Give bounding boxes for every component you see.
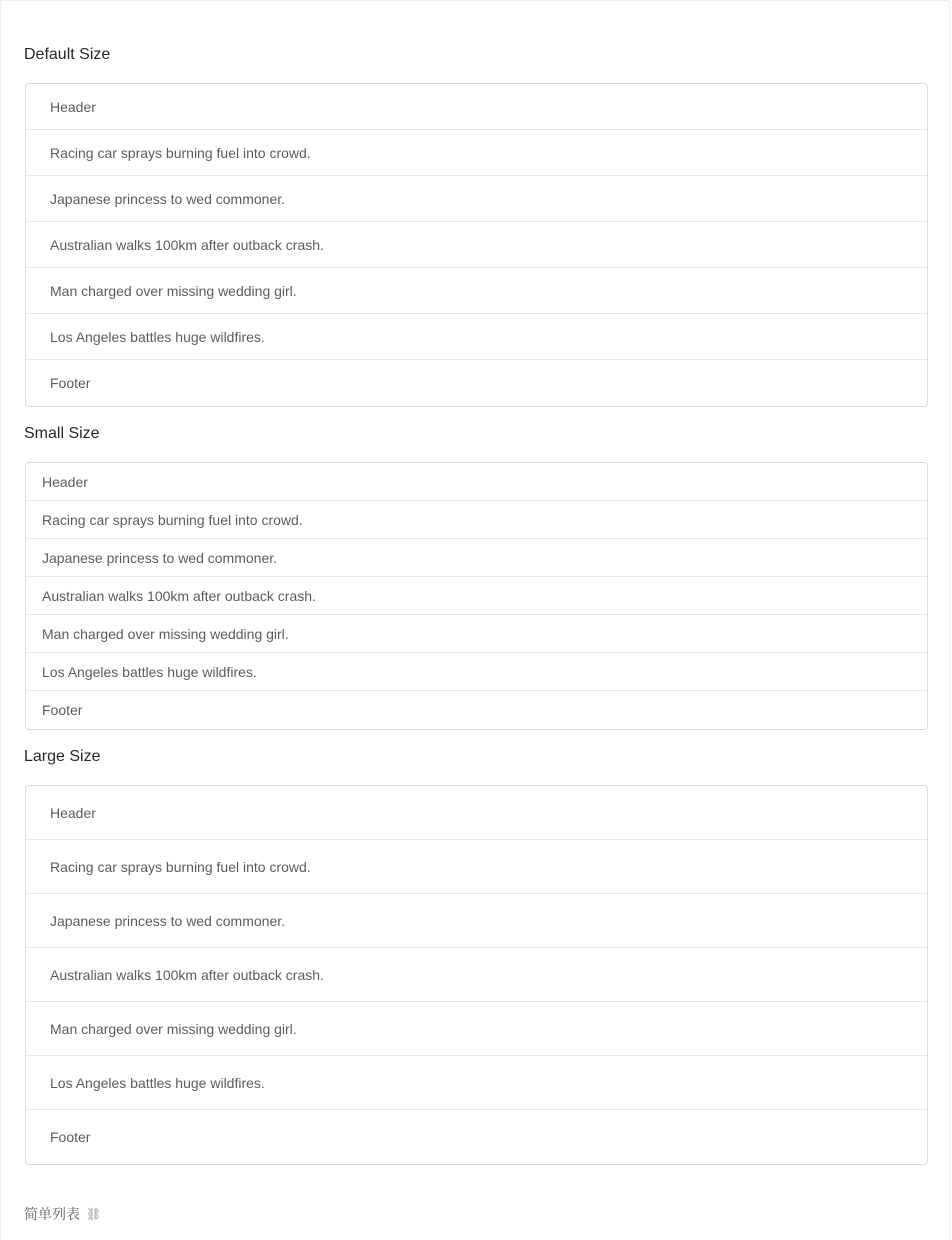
list-item: Racing car sprays burning fuel into crowd. [26,840,927,894]
list-item: Racing car sprays burning fuel into crowd. [26,130,927,176]
list-footer: Footer [42,702,83,718]
list-item: Man charged over missing wedding girl. [26,615,927,653]
list-footer: Footer [50,375,91,391]
list-item: Man charged over missing wedding girl. [26,268,927,314]
list-item: Japanese princess to wed commoner. [26,539,927,577]
list-item: Australian walks 100km after outback crash. [26,222,927,268]
list-item: Australian walks 100km after outback crash. [26,577,927,615]
next-demo-title[interactable] [24,1204,101,1224]
list-default [25,83,928,407]
list-large [25,785,928,1165]
section-title-small: Small Size [24,425,100,442]
list-item: Australian walks 100km after outback crash. [26,948,927,1002]
list-header: Header [26,463,927,501]
list-item: Man charged over missing wedding girl. [26,1002,927,1056]
list-item: Los Angeles battles huge wildfires. [26,314,927,360]
list-item: Racing car sprays burning fuel into crowd. [26,501,927,539]
link-icon: ⛓ [86,1207,102,1221]
list-header: Header [26,84,927,130]
list-item: Japanese princess to wed commoner. [26,894,927,948]
list-header: Header [26,786,927,840]
section-title-default: Default Size [24,46,111,63]
section-title-large: Large Size [24,748,101,765]
list-small [25,462,928,730]
list-item: Japanese princess to wed commoner. [26,176,927,222]
next-demo-label: 简单列表 [24,1206,80,1222]
list-item: Los Angeles battles huge wildfires. [26,1056,927,1110]
list-item: Los Angeles battles huge wildfires. [26,653,927,691]
list-footer: Footer [50,1129,91,1145]
